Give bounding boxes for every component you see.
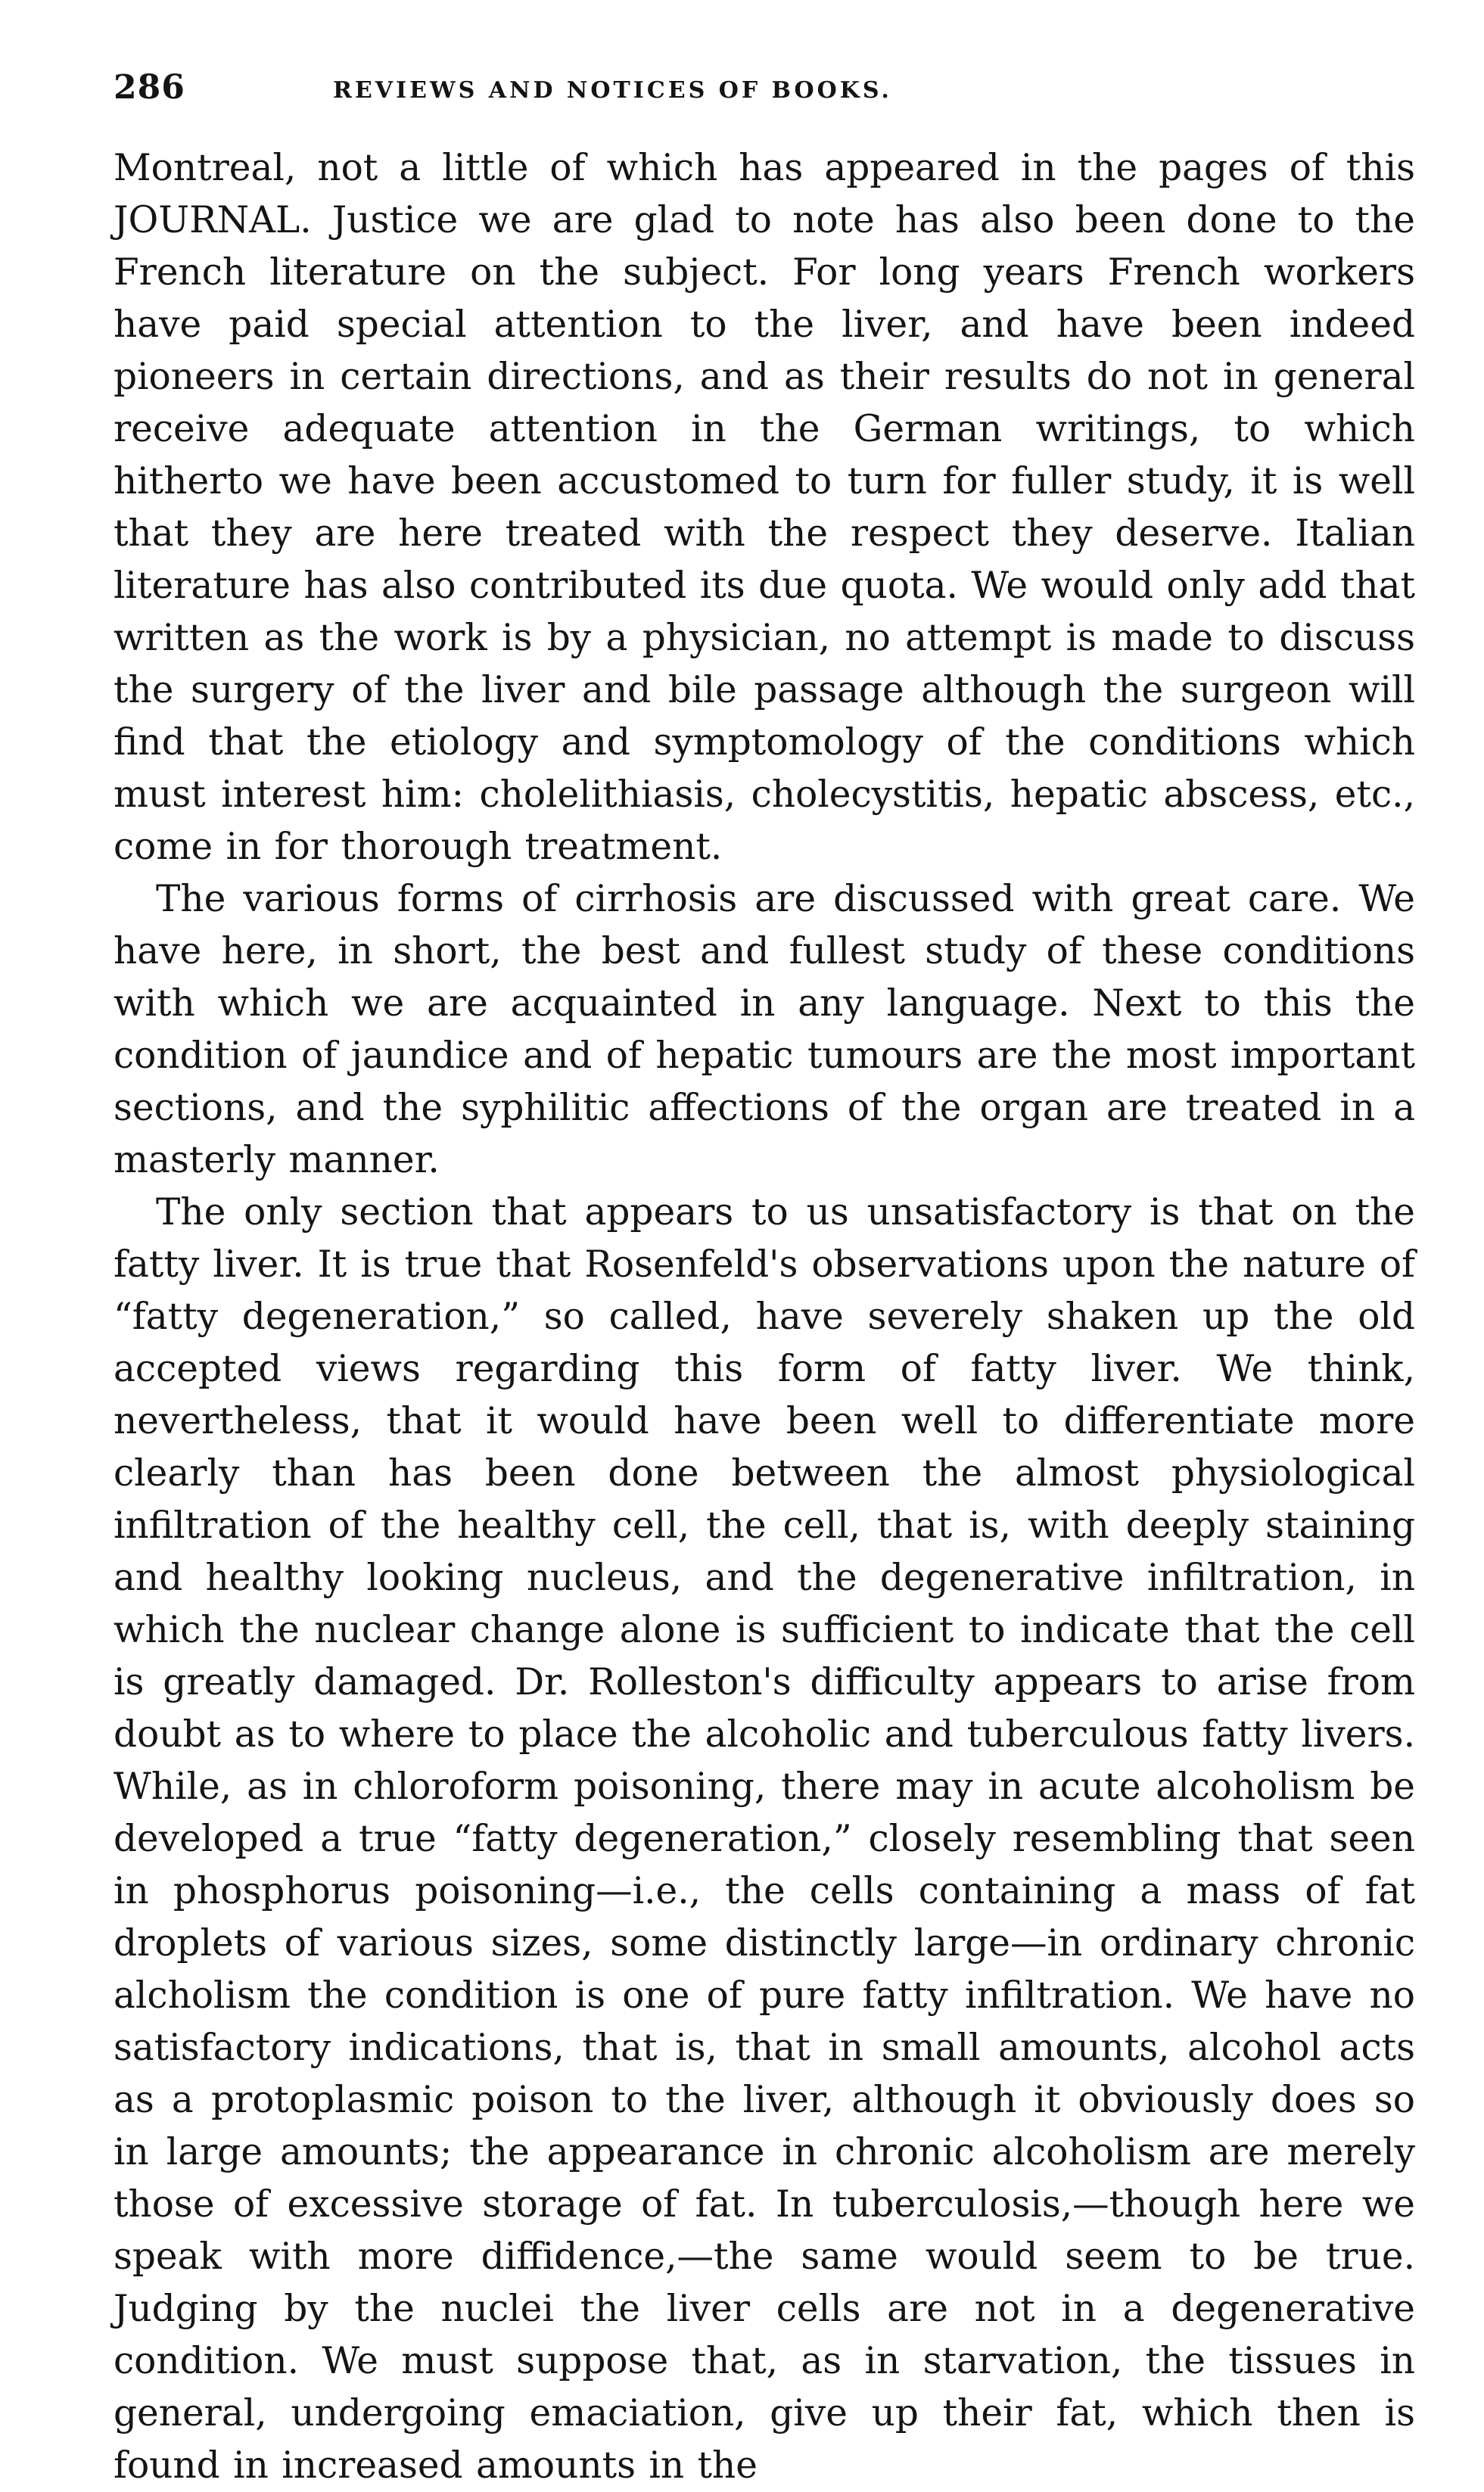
page-number: 286	[114, 68, 185, 107]
running-title: REVIEWS AND NOTICES OF BOOKS.	[333, 77, 892, 104]
running-head	[114, 68, 1415, 114]
paragraph: The various forms of cirrhosis are discussed with great care. We have here, in short, the best and fullest study of these conditions with which we are acquainted in any language. Next to this the condition of jaundice and of hepatic tumours are the most important sections, and the syphilitic affections of the organ are treated in a masterly manner.	[114, 878, 1415, 1181]
body-text	[114, 142, 1415, 2492]
book-page	[114, 68, 1415, 2492]
paragraph: The only section that appears to us unsatisfactory is that on the fatty liver. It is true that Rosenfeld's observations upon the nature of “fatty degeneration,” so called, have severely shaken up the old accepted views regarding this form of fatty liver. We think, nevertheless, that it would have been well to differentiate more clearly than has been done between the almost physiological infiltration of the healthy cell, the cell, that is, with deeply staining and healthy looking nucleus, and the degenerative infiltration, in which the nuclear change alone is sufficient to indicate that the cell is greatly damaged. Dr. Rolleston's difficulty appears to arise from doubt as to where to place the alcoholic and tuberculous fatty livers. While, as in chloroform poisoning, there may in acute alcoholism be developed a true “fatty degeneration,” closely resembling that seen in phosphorus poisoning—i.e., the cells containing a mass of fat droplets of various sizes, some distinctly large—in ordinary chronic alcholism the condition is one of pure fatty infiltration. We have no satisfactory indications, that is, that in small amounts, alcohol acts as a protoplasmic poison to the liver, although it obviously does so in large amounts; the appearance in chronic alcoholism are merely those of excessive storage of fat. In tuberculosis,—though here we speak with more diffidence,—the same would seem to be true. Judging by the nuclei the liver cells are not in a degenerative condition. We must suppose that, as in starvation, the tissues in general, undergoing emaciation, give up their fat, which then is found in increased amounts in the	[114, 1191, 1415, 2487]
paragraph: Montreal, not a little of which has appeared in the pages of this JOURNAL. Justice we are glad to note has also been done to the French literature on the subject. For long years French workers have paid special attention to the liver, and have been indeed pioneers in certain directions, and as their results do not in general receive adequate attention in the German writings, to which hitherto we have been accustomed to turn for fuller study, it is well that they are here treated with the respect they deserve. Italian literature has also contributed its due quota. We would only add that written as the work is by a physician, no attempt is made to discuss the surgery of the liver and bile passage although the surgeon will find that the etiology and symptomology of the conditions which must interest him: cholelithiasis, cholecystitis, hepatic abscess, etc., come in for thorough treatment.	[114, 147, 1415, 868]
